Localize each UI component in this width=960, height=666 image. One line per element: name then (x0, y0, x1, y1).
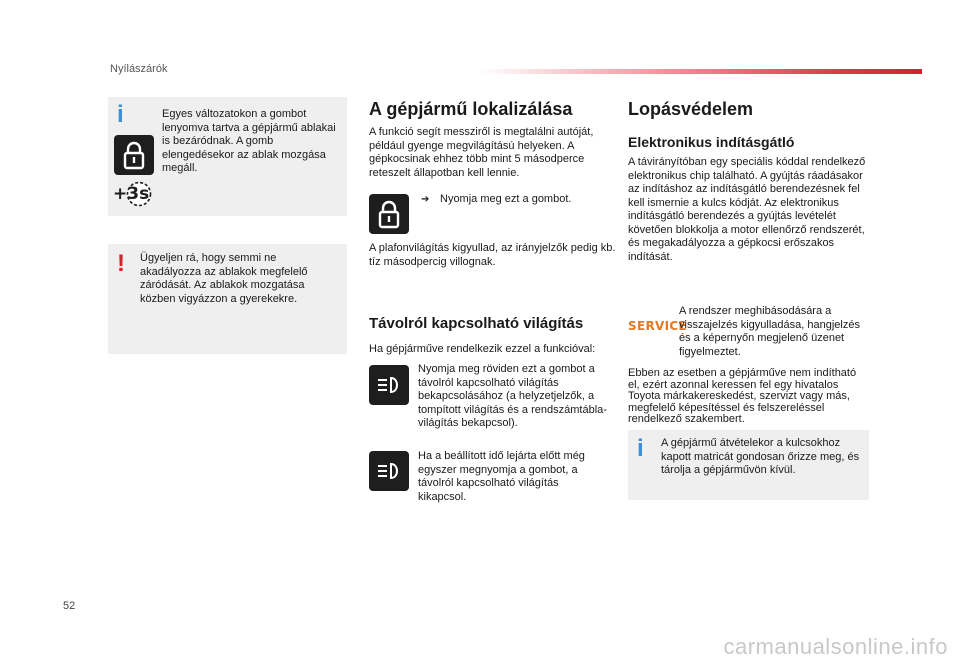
info-icon: i (117, 101, 124, 128)
lock-button-icon (114, 135, 154, 175)
locate-step: Nyomja meg ezt a gombot. (440, 193, 572, 205)
immobiliser-heading: Elektronikus indításgátló (628, 134, 795, 150)
header-accent-bar (480, 69, 922, 74)
timer-badge (111, 181, 155, 207)
lock-button-icon-2 (369, 194, 409, 234)
warning-text: Ügyeljen rá, hogy semmi ne akadályozza az ablakok megfelelő záródását. Az ablakok mozgatása közben vigyázzon a gyerekekre. (140, 252, 308, 305)
remote-lighting-heading: Távolról kapcsolható világítás (369, 315, 584, 332)
note-text: A gépjármű átvételekor a kulcsokhoz kapott matricát gondosan őrizze meg, és tárolja a gépjárművön kívül. (661, 437, 860, 476)
headlight-button-icon-2 (369, 451, 409, 491)
timer-label: +3s (113, 184, 150, 204)
service-warning-icon: SERVICE (628, 319, 687, 333)
note-box (628, 430, 869, 500)
remote-lighting-on: Nyomja meg röviden ezt a gombot a távolról kapcsolható világítás bekapcsolásához (a helyzetjelzők, a tompított világítás és a rendszámtábla-világítás bekapcsol). (418, 363, 607, 429)
anti-theft-heading: Lopásvédelem (628, 99, 754, 119)
info-icon-2: i (637, 435, 644, 462)
page-number: 52 (63, 600, 76, 612)
locate-vehicle-heading: A gépjármű lokalizálása (369, 99, 573, 119)
warning-box (108, 244, 347, 354)
failure-text: Ebben az esetben a gépjárműve nem indítható el, ezért azonnal keressen fel egy hivatalos Toyota márkakereskedést, szervizt vagy más, megfelelő képesítéssel és felszereléssel rendelkező szakembert. (628, 367, 857, 425)
immobiliser-body: A távirányítóban egy speciális kóddal rendelkező elektronikus chip található. A gyújtás ráadásakor az indításhoz az indításgátló berendezésnek fel kell ismernie a kulcs kódját. Az elektronikus indításgátló berendezés a gyújtás levételét követően blokkolja a motor ellenőrző rendszerét, és megakadályozza a gépkocsi erőszakos indítását. (628, 156, 866, 263)
locate-intro: A funkció segít messziről is megtalálni autóját, például gyenge megvilágítású helyeken. A gépkocsinak ehhez több mint 5 másodperce reteszelt állapotban kell lennie. (369, 126, 594, 179)
locate-result: A plafonvilágítás kigyullad, az irányjelzők pedig kb. tíz másodpercig villognak. (369, 242, 616, 268)
info-box (108, 97, 347, 216)
remote-lighting-off: Ha a beállított idő lejárta előtt még egyszer megnyomja a gombot, a távolról kapcsolható világítás kikapcsol. (418, 450, 585, 503)
section-title: Nyílászárók (110, 63, 168, 75)
arrow-icon: ➔ (421, 194, 430, 205)
watermark: carmanualsonline.info (723, 634, 948, 659)
headlight-button-icon (369, 365, 409, 405)
service-text: A rendszer meghibásodására a visszajelzés kigyulladása, hangjelzés és a képernyőn megjelenő üzenet figyelmeztet. (679, 305, 860, 358)
info-text: Egyes változatokon a gombot lenyomva tartva a gépjármű ablakai is bezáródnak. A gomb elengedésekor az ablak mozgása megáll. (162, 108, 336, 174)
remote-lighting-intro: Ha gépjárműve rendelkezik ezzel a funkcióval: (369, 343, 596, 355)
warning-icon: ! (117, 250, 125, 277)
